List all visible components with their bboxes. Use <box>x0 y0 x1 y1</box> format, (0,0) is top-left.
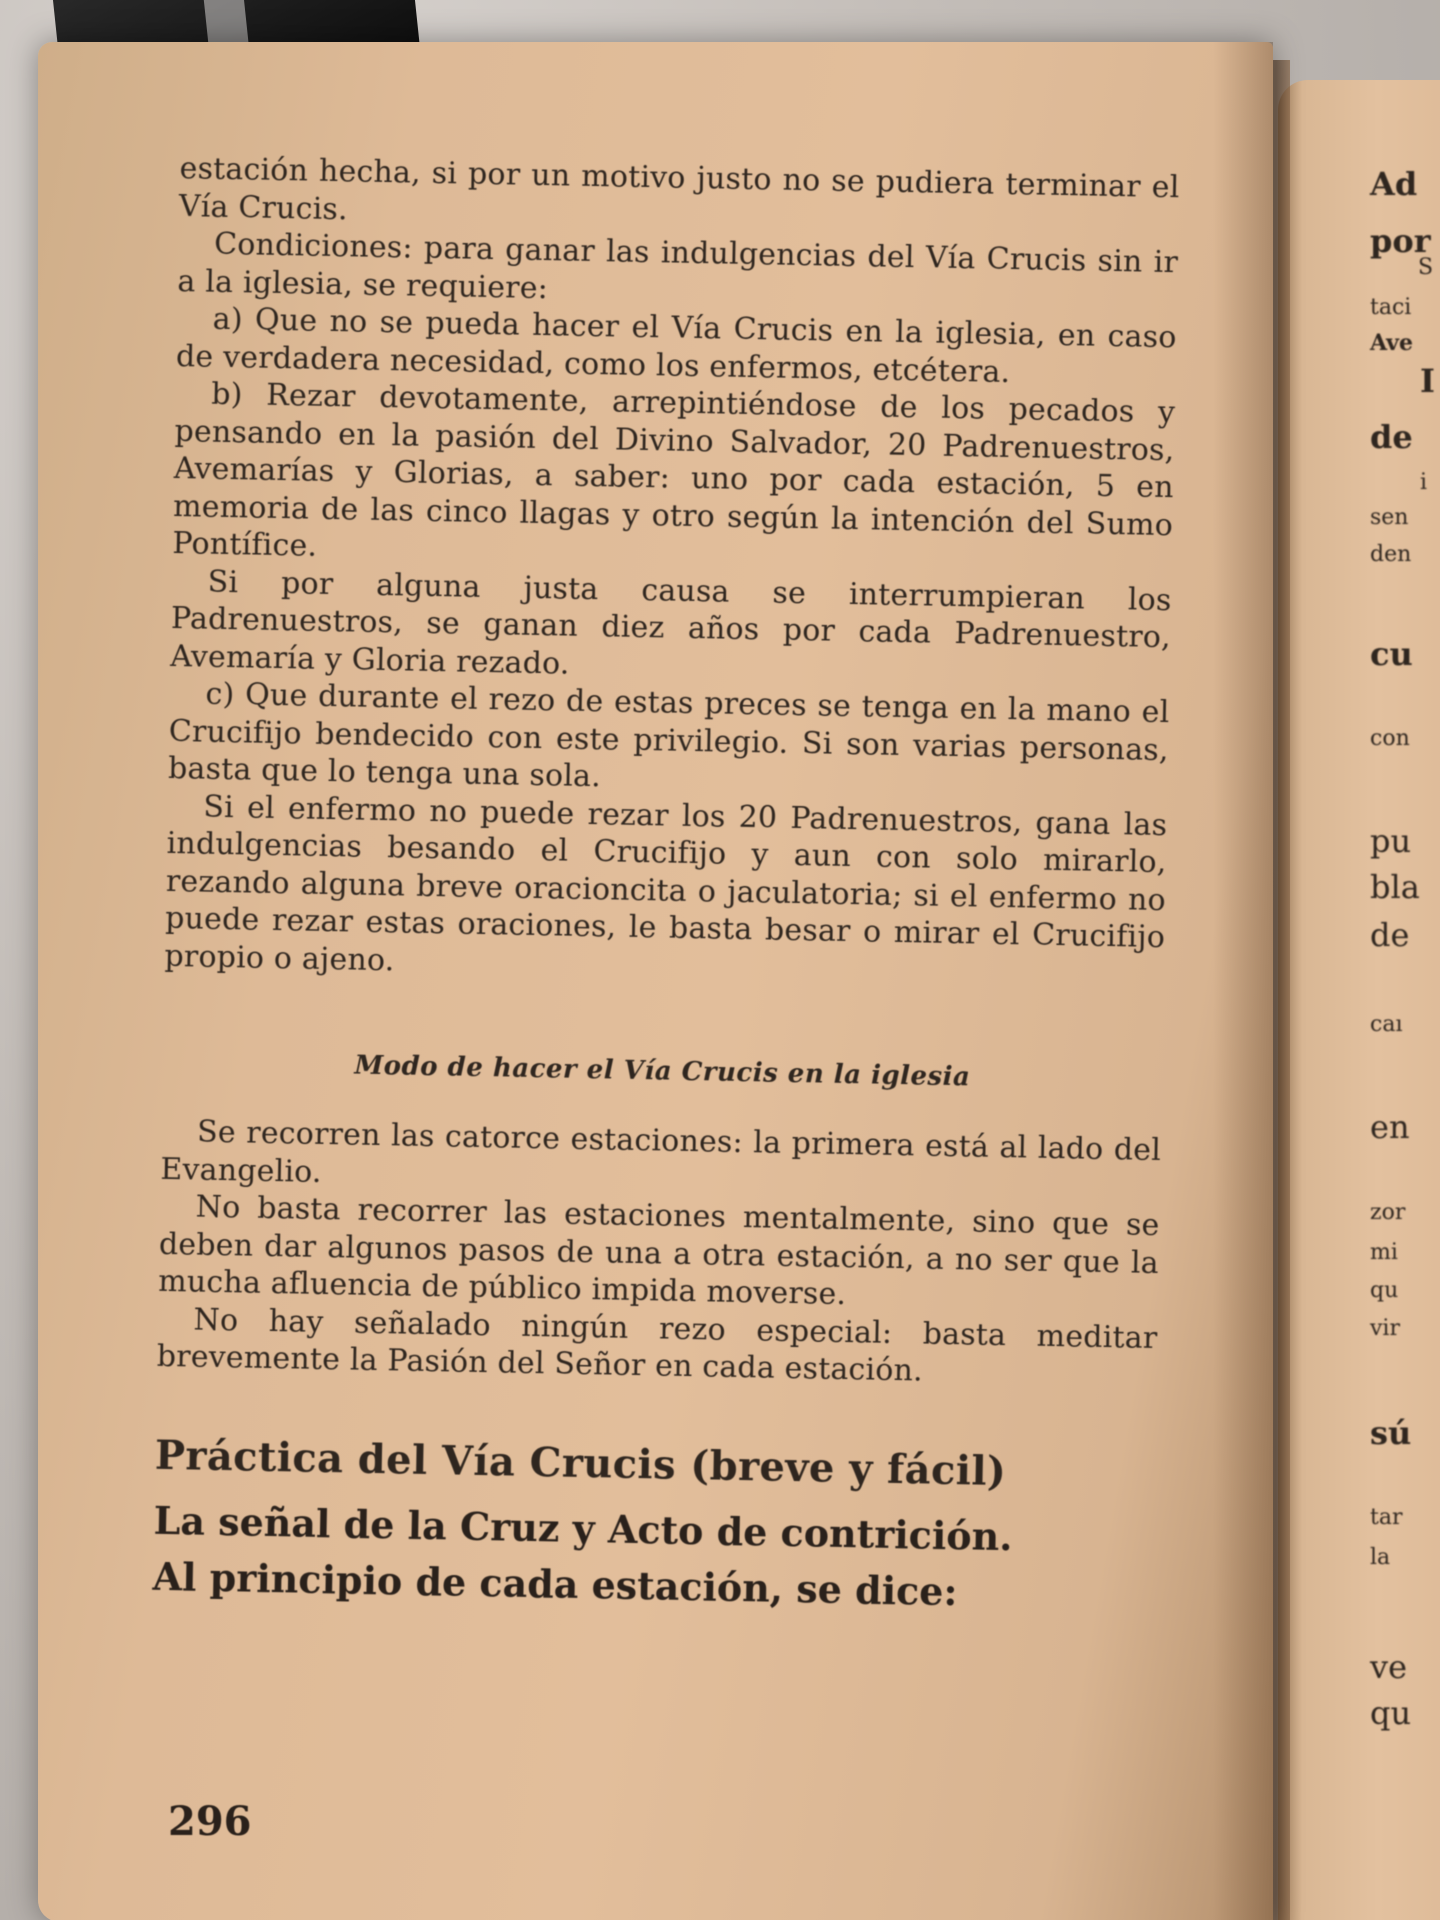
paragraph: a) Que no se pueda hacer el Vía Crucis en la iglesia, en caso de verdadera necesidad, como los enfermos, etcétera. <box>175 301 1177 390</box>
paragraph: Se recorren las catorce estaciones: la primera está al lado del Evangelio. <box>160 1114 1162 1190</box>
right-page-fragment: caı <box>1370 1012 1403 1037</box>
right-page-fragment: vir <box>1370 1316 1400 1341</box>
paragraph: c) Que durante el rezo de estas preces se tenga en la mano el Crucifijo bendecido con este privilegio. Si son varias personas, basta que lo tenga una sola. <box>167 676 1170 795</box>
instruction-line: Al principio de cada estación, se dice: <box>152 1553 958 1614</box>
right-page-fragment: S <box>1418 255 1434 280</box>
right-page-fragment: de <box>1370 418 1413 456</box>
right-page-fragment: qu <box>1370 1694 1412 1732</box>
right-page-fragment: con <box>1370 726 1410 751</box>
page-number: 296 <box>168 1798 252 1845</box>
section-subheading: Modo de hacer el Vía Crucis en la iglesia <box>354 1050 971 1093</box>
right-page-fragment: den <box>1370 542 1412 567</box>
page-text <box>152 150 1180 1623</box>
right-page-fragment: bla <box>1370 868 1420 906</box>
right-page-fragment: pu <box>1370 822 1412 860</box>
right-page-fragment: qu <box>1370 1278 1399 1303</box>
paragraph: No basta recorrer las estaciones mentalmente, sino que se deben dar algunos pasos de una a otra estación, a no ser que la mucha afluencia de público impida moverse. <box>157 1189 1160 1312</box>
right-page-fragment: Ad <box>1370 165 1418 203</box>
right-page-fragment: zor <box>1370 1200 1406 1225</box>
right-page-fragment: ve <box>1370 1648 1408 1686</box>
paragraph: Si el enfermo no puede rezar los 20 Padrenuestros, gana las indulgencias besando el Crucifijo y aun con solo mirarlo, rezando alguna breve oracioncita o jaculatoria; si el enfermo no puede rezar estas oraciones, le basta besar o mirar el Crucifijo propio o ajeno. <box>164 789 1168 978</box>
right-page-fragment: por <box>1370 222 1431 260</box>
right-page-fragment: Ave <box>1370 330 1413 356</box>
right-page-fragment: cu <box>1370 635 1413 673</box>
right-page-fragment: la <box>1370 1545 1391 1570</box>
paragraph: b) Rezar devotamente, arrepintiéndose de los pecados y pensando en la pasión del Divino Salvador, 20 Padrenuestros, Avemarías y Glorias, a saber: uno por cada estación, 5 en memoria de las cinco llagas y otro según la intención del Sumo Pontífice. <box>172 376 1176 564</box>
right-page-fragment: en <box>1370 1108 1410 1146</box>
right-page-fragment: mi <box>1370 1240 1398 1265</box>
right-page-fragment: tar <box>1370 1505 1403 1530</box>
right-page-fragment: taci <box>1370 295 1412 320</box>
right-page-fragment: de <box>1370 916 1410 954</box>
right-page <box>1278 80 1440 1920</box>
paragraph: Condiciones: para ganar las indulgencias del Vía Crucis sin ir a la iglesia, se requiere: <box>177 226 1179 306</box>
right-page-fragment: i <box>1420 470 1428 495</box>
right-page-fragment: sú <box>1370 1414 1412 1452</box>
section-heading: Práctica del Vía Crucis (breve y fácil) <box>154 1431 1007 1495</box>
paragraph: Si por alguna justa causa se interrumpieran los Padrenuestros, se ganan diez años por cada Padrenuestro, Avemaría y Gloria rezado. <box>169 564 1172 682</box>
paragraph: No hay señalado ningún rezo especial: basta meditar brevemente la Pasión del Señor en cada estación. <box>156 1301 1158 1389</box>
right-page-fragment: I <box>1420 362 1435 400</box>
paragraph: estación hecha, si por un motivo justo no se pudiera terminar el Vía Crucis. <box>178 150 1180 227</box>
instruction-line: La señal de la Cruz y Acto de contrición. <box>153 1497 1013 1559</box>
right-page-fragment: sen <box>1370 505 1409 530</box>
